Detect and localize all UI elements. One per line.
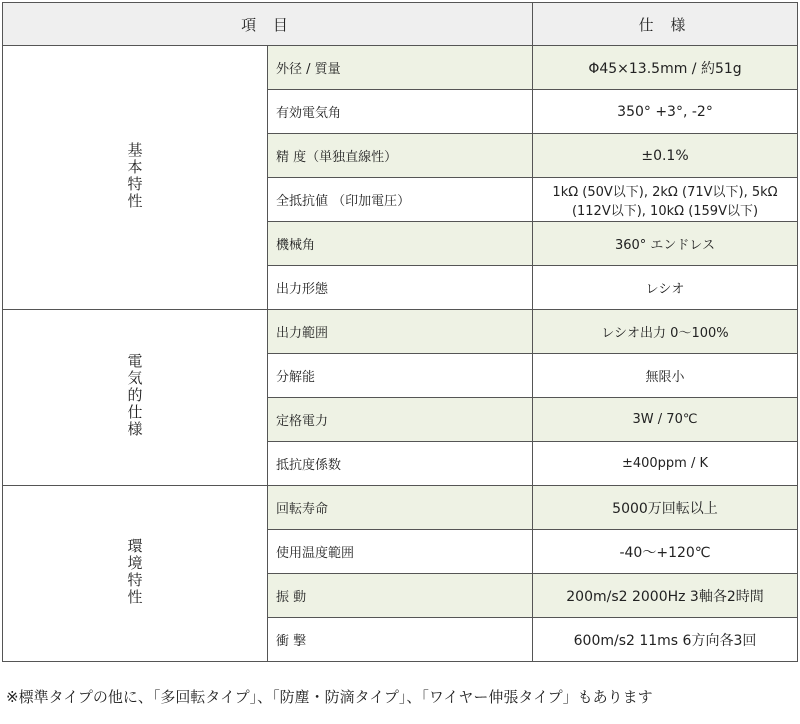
table-row xyxy=(3,310,798,354)
row-value: ±400ppm / K xyxy=(533,442,798,486)
row-item: 外径 / 質量 xyxy=(268,46,533,90)
row-item: 機械角 xyxy=(268,222,533,266)
group-label-environment: 環境特性 xyxy=(3,486,268,662)
row-value: レシオ出力 0～100% xyxy=(533,310,798,354)
row-value: 5000万回転以上 xyxy=(533,486,798,530)
header-item: 項 目 xyxy=(3,3,533,46)
table-row xyxy=(3,486,798,530)
row-value: レシオ xyxy=(533,266,798,310)
row-value: 無限小 xyxy=(533,354,798,398)
row-item: 衝 撃 xyxy=(268,618,533,662)
row-value: 3W / 70℃ xyxy=(533,398,798,442)
row-item: 全抵抗値 （印加電圧） xyxy=(268,178,533,222)
row-value: 1kΩ (50V以下), 2kΩ (71V以下), 5kΩ (112V以下), 10kΩ (159V以下) xyxy=(533,178,798,222)
header-spec: 仕 様 xyxy=(533,3,798,46)
spec-table xyxy=(2,2,798,662)
row-value: 360° エンドレス xyxy=(533,222,798,266)
footnote: ※標準タイプの他に、「多回転タイプ」、「防塵・防滴タイプ」、「ワイヤー伸張タイプ」もあります xyxy=(6,688,653,706)
row-value: 200m/s2 2000Hz 3軸各2時間 xyxy=(533,574,798,618)
group-label-electrical: 電気的仕様 xyxy=(3,310,268,486)
row-item: 使用温度範囲 xyxy=(268,530,533,574)
row-value: 600m/s2 11ms 6方向各3回 xyxy=(533,618,798,662)
table-header-row xyxy=(3,3,798,46)
row-item: 出力形態 xyxy=(268,266,533,310)
row-item: 分解能 xyxy=(268,354,533,398)
group-label-basic: 基本特性 xyxy=(3,46,268,310)
row-item: 精 度（単独直線性） xyxy=(268,134,533,178)
row-value: ±0.1% xyxy=(533,134,798,178)
row-item: 有効電気角 xyxy=(268,90,533,134)
row-item: 定格電力 xyxy=(268,398,533,442)
table-row xyxy=(3,46,798,90)
row-value: 350° +3°, -2° xyxy=(533,90,798,134)
row-item: 振 動 xyxy=(268,574,533,618)
row-item: 抵抗度係数 xyxy=(268,442,533,486)
row-value: Φ45×13.5mm / 約51g xyxy=(533,46,798,90)
row-value: -40～+120℃ xyxy=(533,530,798,574)
row-item: 回転寿命 xyxy=(268,486,533,530)
row-item: 出力範囲 xyxy=(268,310,533,354)
